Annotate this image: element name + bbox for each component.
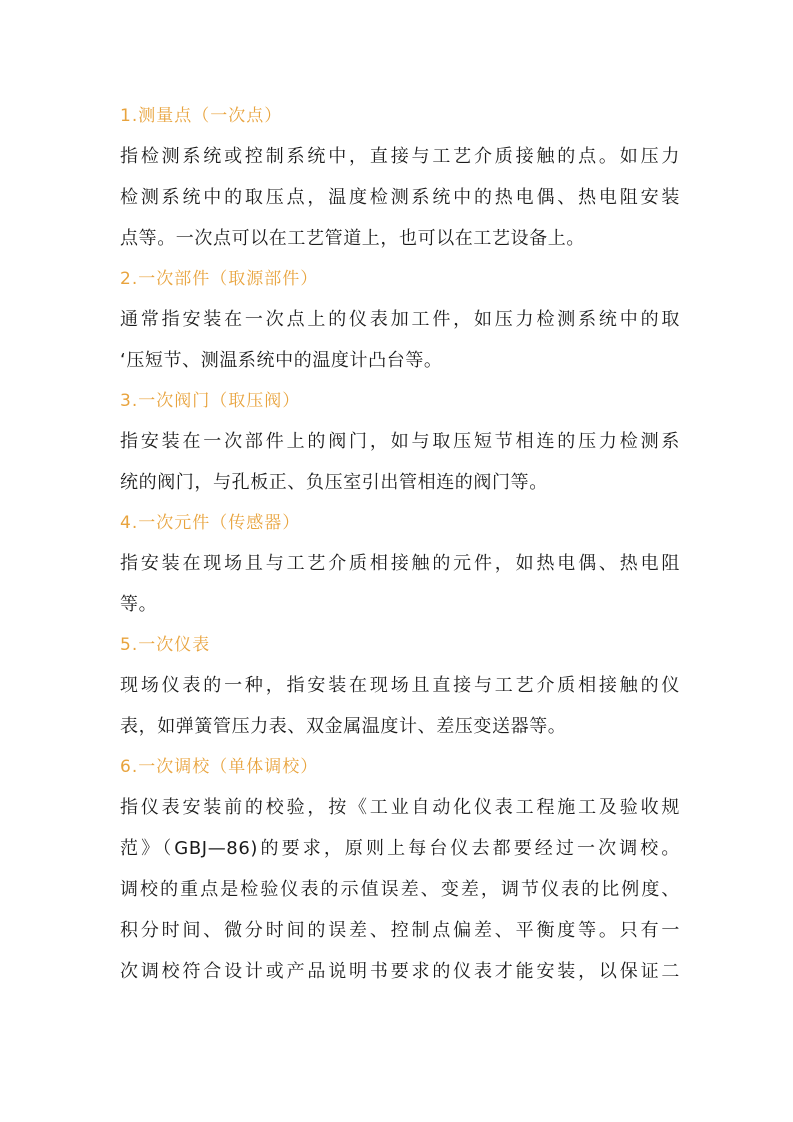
section-heading-5: 5.一次仪表 [120,635,211,655]
section-paragraph-6 [120,787,680,992]
paragraph-line: 统的阀门，与孔板正、负压室引出管相连的阀门等。 [120,472,548,493]
paragraph-line: 点等。一次点可以在工艺管道上，也可以在工艺设备上。 [120,228,585,249]
paragraph-line: 指安装在一次部件上的阀门，如与取压短节相连的压力检测系 [120,431,680,452]
paragraph-line: 调校的重点是检验仪表的示值误差、变差，调节仪表的比例度、 [120,879,680,900]
paragraph-line: 指检测系统或控制系统中，直接与工艺介质接触的点。如压力 [120,146,680,167]
paragraph-line: 积分时间、微分时间的误差、控制点偏差、平衡度等。只有一 [120,920,680,941]
section-paragraph-3 [120,421,680,503]
section-paragraph-2 [120,299,680,381]
section-paragraph-1 [120,136,680,259]
paragraph-line: 次调校符合设计或产品说明书要求的仪表才能安装，以保证二 [120,961,680,982]
section-heading-2: 2.一次部件（取源部件） [120,269,319,289]
section-paragraph-4 [120,543,680,625]
paragraph-line: 指仪表安装前的校验，按《工业自动化仪表工程施工及验收规 [120,797,680,818]
section-paragraph-5 [120,665,680,747]
paragraph-line: ‘压短节、测温系统中的温度计凸台等。 [120,350,443,371]
paragraph-line: 通常指安装在一次点上的仪表加工件，如压力检测系统中的取 [120,309,680,330]
section-heading-4: 4.一次元件（传感器） [120,513,301,533]
paragraph-line: 指安装在现场且与工艺介质相接触的元件，如热电偶、热电阻 [120,553,680,574]
section-heading-3: 3.一次阀门（取压阀） [120,391,301,411]
section-heading-1: 1.测量点（一次点） [120,106,283,126]
paragraph-line: 表，如弹簧管压力表、双金属温度计、差压变送器等。 [120,716,567,737]
paragraph-line: 等。 [120,594,158,615]
section-heading-6: 6.一次调校（单体调校） [120,757,319,777]
paragraph-line: 检测系统中的取压点，温度检测系统中的热电偶、热电阻安装 [120,187,680,208]
paragraph-line: 现场仪表的一种，指安装在现场且直接与工艺介质相接触的仪 [120,675,680,696]
paragraph-line: 范》（GBJ—86)的要求，原则上每台仪去都要经过一次调校。 [120,838,680,859]
document-body [120,96,680,992]
